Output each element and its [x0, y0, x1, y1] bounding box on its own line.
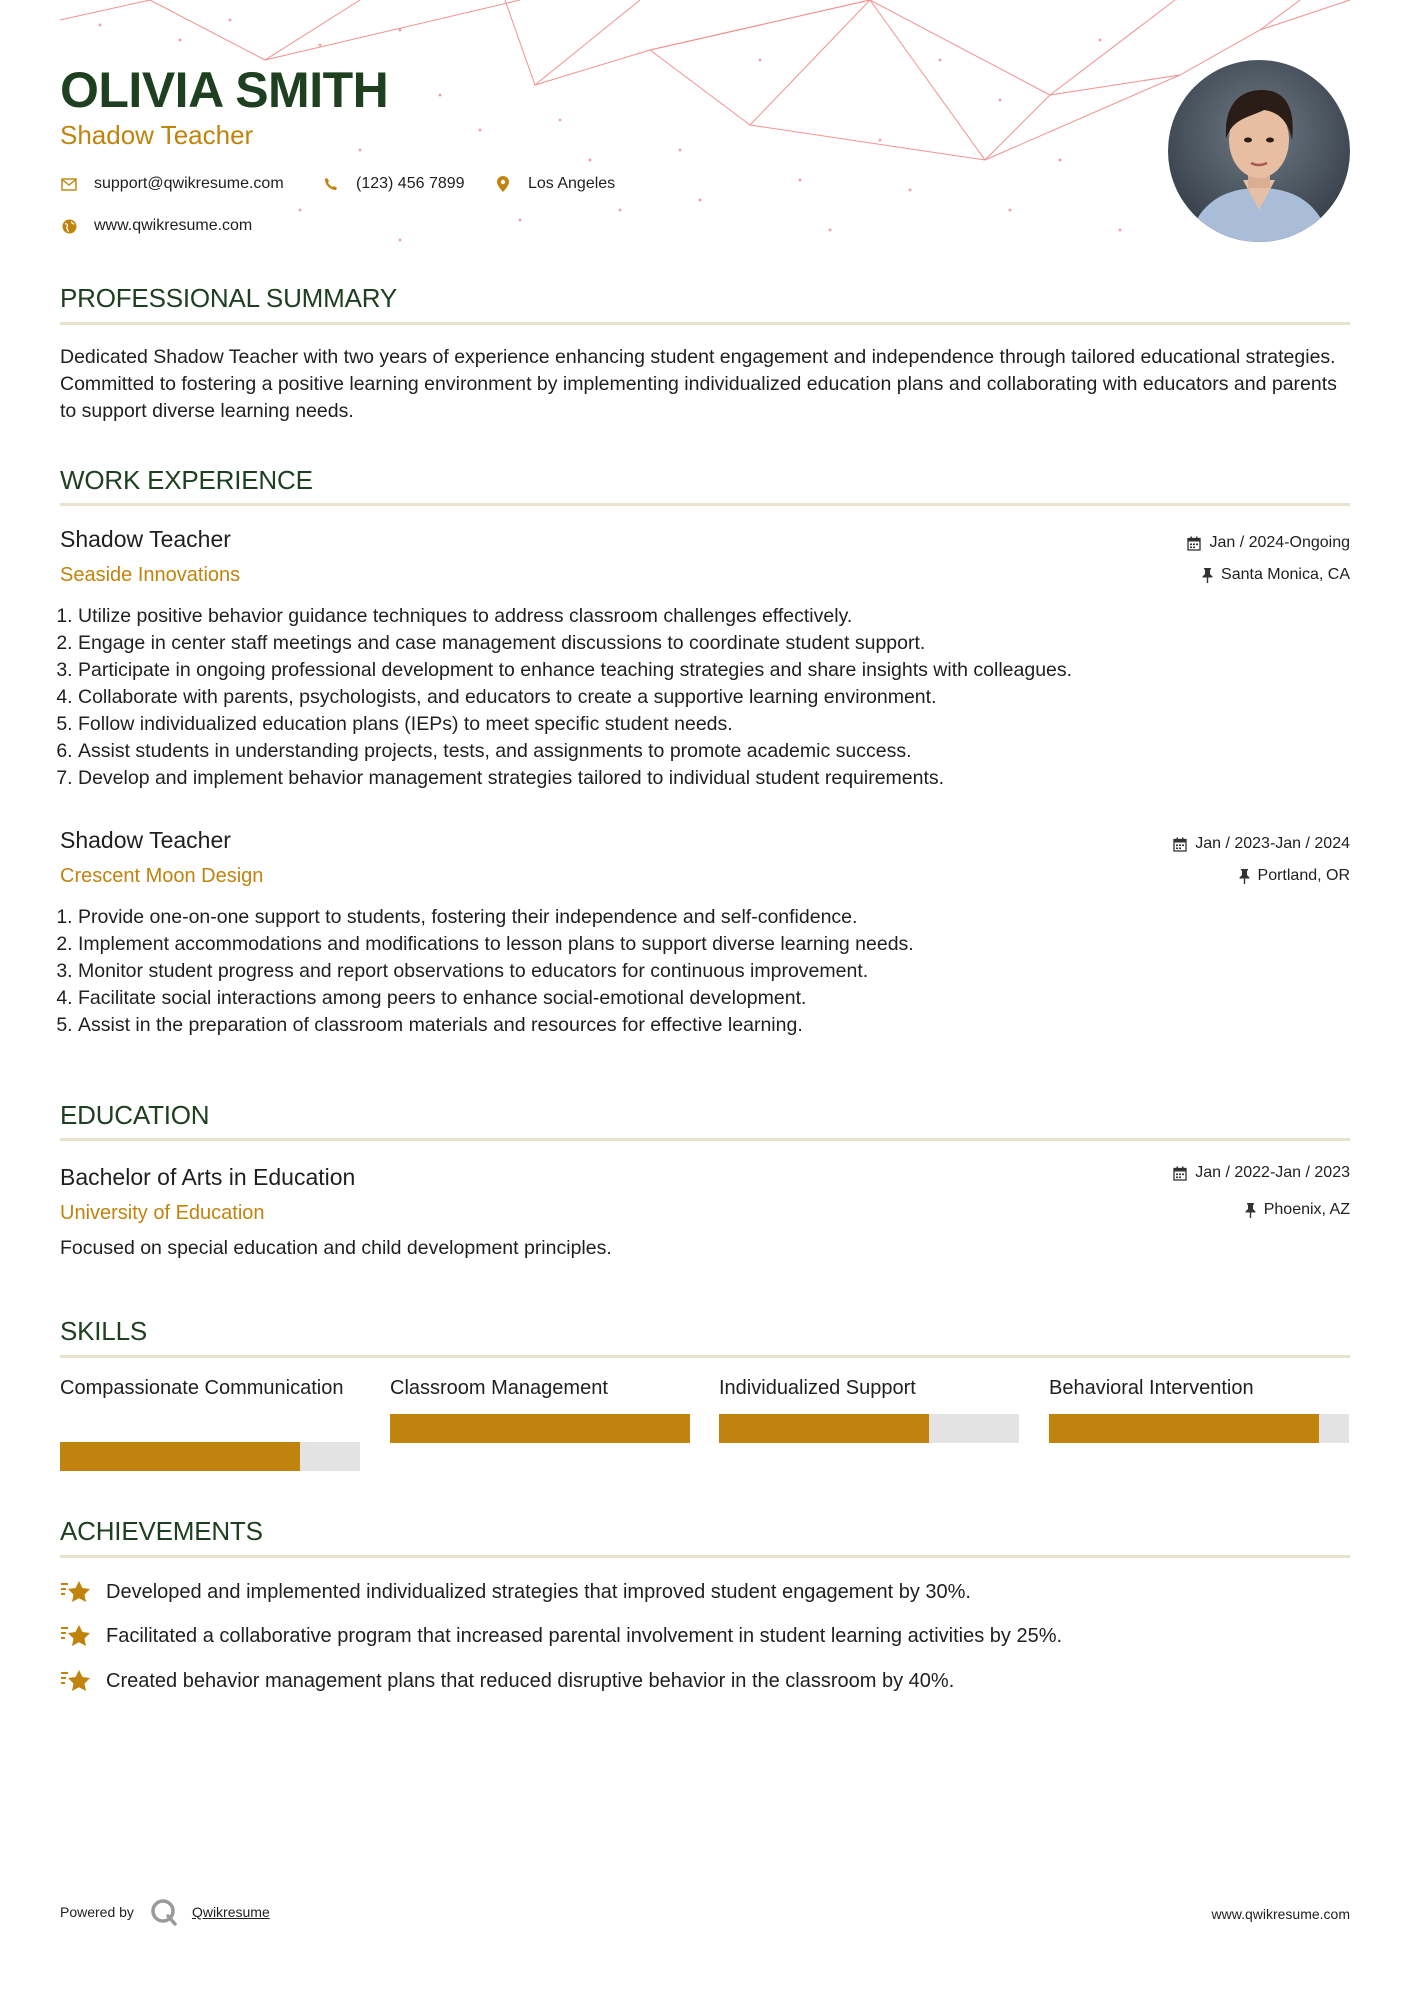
job-bullets [60, 904, 1358, 1039]
section-title-experience: WORK EXPERIENCE [60, 465, 313, 495]
section-divider [60, 503, 1350, 506]
skill-bar [390, 1414, 690, 1443]
skill-bar-fill [1049, 1414, 1319, 1443]
list-item: 3. Monitor student progress and report observations to educators for continuous improvement. [78, 958, 1358, 985]
candidate-role: Shadow Teacher [60, 120, 254, 150]
section-title-education: EDUCATION [60, 1100, 210, 1130]
phone-icon [322, 175, 340, 193]
map-pin-icon [494, 175, 512, 193]
calendar-icon [1173, 1166, 1187, 1181]
section-divider [60, 322, 1350, 325]
star-icon [60, 1578, 92, 1606]
skill-label: Behavioral Intervention [1049, 1377, 1254, 1399]
skill-bar-fill [390, 1414, 690, 1443]
list-item: 1. Provide one-on-one support to students, fostering their independence and self-confidence. [78, 904, 1358, 931]
contact-website[interactable] [60, 216, 252, 236]
degree-title: Bachelor of Arts in Education [60, 1164, 356, 1190]
achievement-item [60, 1622, 1062, 1650]
contact-location [494, 174, 615, 194]
calendar-icon [1173, 837, 1187, 852]
achievement-text: Developed and implemented individualized strategies that improved student engagement by 30%. [106, 1580, 971, 1603]
skill-bar-fill [719, 1414, 929, 1443]
achievement-text: Facilitated a collaborative program that increased parental involvement in student learning activities by 25%. [106, 1624, 1063, 1647]
qwikresume-logo-icon [150, 1898, 178, 1926]
list-item: 5. Assist in the preparation of classroom materials and resources for effective learning. [78, 1012, 1358, 1039]
location-text: Los Angeles [528, 175, 616, 192]
skill-bar-fill [60, 1442, 300, 1471]
star-icon [60, 1622, 92, 1650]
skill-label: Classroom Management [390, 1377, 608, 1399]
skill-bar [1049, 1414, 1349, 1443]
candidate-name: OLIVIA SMITH [60, 62, 389, 118]
footer-website-link[interactable]: www.qwikresume.com [1211, 1906, 1350, 1922]
education-dates [1173, 1163, 1350, 1183]
powered-by-text: Powered by [60, 1904, 134, 1920]
education-description: Focused on special education and child development principles. [60, 1237, 612, 1259]
globe-icon [60, 217, 78, 235]
summary-text: Dedicated Shadow Teacher with two years of experience enhancing student engagement and independence through tailored educational strategies. Committed to fostering a positive learning environment by implementing individualized education plans and collaborating with educators and parents to support diverse learning needs. [60, 346, 1337, 422]
education-dates-text: Jan / 2022-Jan / 2023 [1195, 1164, 1350, 1181]
list-item: 3. Participate in ongoing professional development to enhance teaching strategies and share insights with colleagues. [78, 657, 1358, 684]
skill-bar [719, 1414, 1019, 1443]
school-name: University of Education [60, 1202, 265, 1224]
list-item: 1. Utilize positive behavior guidance techniques to address classroom challenges effectively. [78, 603, 1358, 630]
list-item: 7. Develop and implement behavior management strategies tailored to individual student requirements. [78, 765, 1358, 792]
section-title-skills: SKILLS [60, 1316, 147, 1346]
job-title: Shadow Teacher [60, 827, 231, 853]
list-item: 4. Facilitate social interactions among peers to enhance social-emotional development. [78, 985, 1358, 1012]
company-name: Seaside Innovations [60, 564, 241, 586]
section-title-achievements: ACHIEVEMENTS [60, 1516, 263, 1546]
profile-photo [1168, 60, 1350, 242]
calendar-icon [1187, 536, 1201, 551]
skill-bar [60, 1442, 360, 1471]
job-location-text: Santa Monica, CA [1221, 566, 1350, 583]
contact-phone[interactable] [322, 174, 465, 194]
section-title-summary: PROFESSIONAL SUMMARY [60, 283, 397, 313]
email-text: support@qwikresume.com [94, 175, 284, 192]
job-location [1239, 866, 1350, 886]
skill-label: Individualized Support [719, 1377, 916, 1399]
brand-link[interactable]: Qwikresume [191, 1904, 270, 1920]
list-item: 6. Assist students in understanding projects, tests, and assignments to promote academic success. [78, 738, 1358, 765]
job-bullets [60, 603, 1358, 792]
footer-powered-by [60, 1898, 270, 1926]
pushpin-icon [1245, 1203, 1256, 1218]
section-divider [60, 1555, 1350, 1558]
pushpin-icon [1202, 568, 1213, 583]
job-location [1202, 565, 1350, 585]
education-location-text: Phoenix, AZ [1263, 1201, 1350, 1218]
list-item: 4. Collaborate with parents, psychologists, and educators to create a supportive learning environment. [78, 684, 1358, 711]
job-dates [1173, 834, 1350, 854]
list-item: 2. Implement accommodations and modifications to lesson plans to support diverse learning needs. [78, 931, 1358, 958]
job-location-text: Portland, OR [1257, 867, 1350, 884]
job-dates-text: Jan / 2023-Jan / 2024 [1195, 835, 1350, 852]
contact-email[interactable] [60, 174, 284, 194]
section-divider [60, 1355, 1350, 1358]
company-name: Crescent Moon Design [60, 865, 264, 887]
job-title: Shadow Teacher [60, 526, 231, 552]
achievement-text: Created behavior management plans that reduced disruptive behavior in the classroom by 40%. [106, 1669, 955, 1692]
education-location [1245, 1200, 1350, 1220]
achievement-item [60, 1578, 971, 1606]
list-item: 2. Engage in center staff meetings and case management discussions to coordinate student support. [78, 630, 1358, 657]
job-dates [1187, 533, 1350, 553]
star-icon [60, 1667, 92, 1695]
website-text: www.qwikresume.com [94, 217, 253, 234]
envelope-icon [60, 175, 78, 193]
job-dates-text: Jan / 2024-Ongoing [1209, 534, 1350, 551]
section-divider [60, 1138, 1350, 1141]
phone-text: (123) 456 7899 [356, 175, 465, 192]
achievement-item [60, 1667, 954, 1695]
list-item: 5. Follow individualized education plans (IEPs) to meet specific student needs. [78, 711, 1358, 738]
skill-label: Compassionate Communication [60, 1377, 344, 1399]
pushpin-icon [1239, 869, 1250, 884]
